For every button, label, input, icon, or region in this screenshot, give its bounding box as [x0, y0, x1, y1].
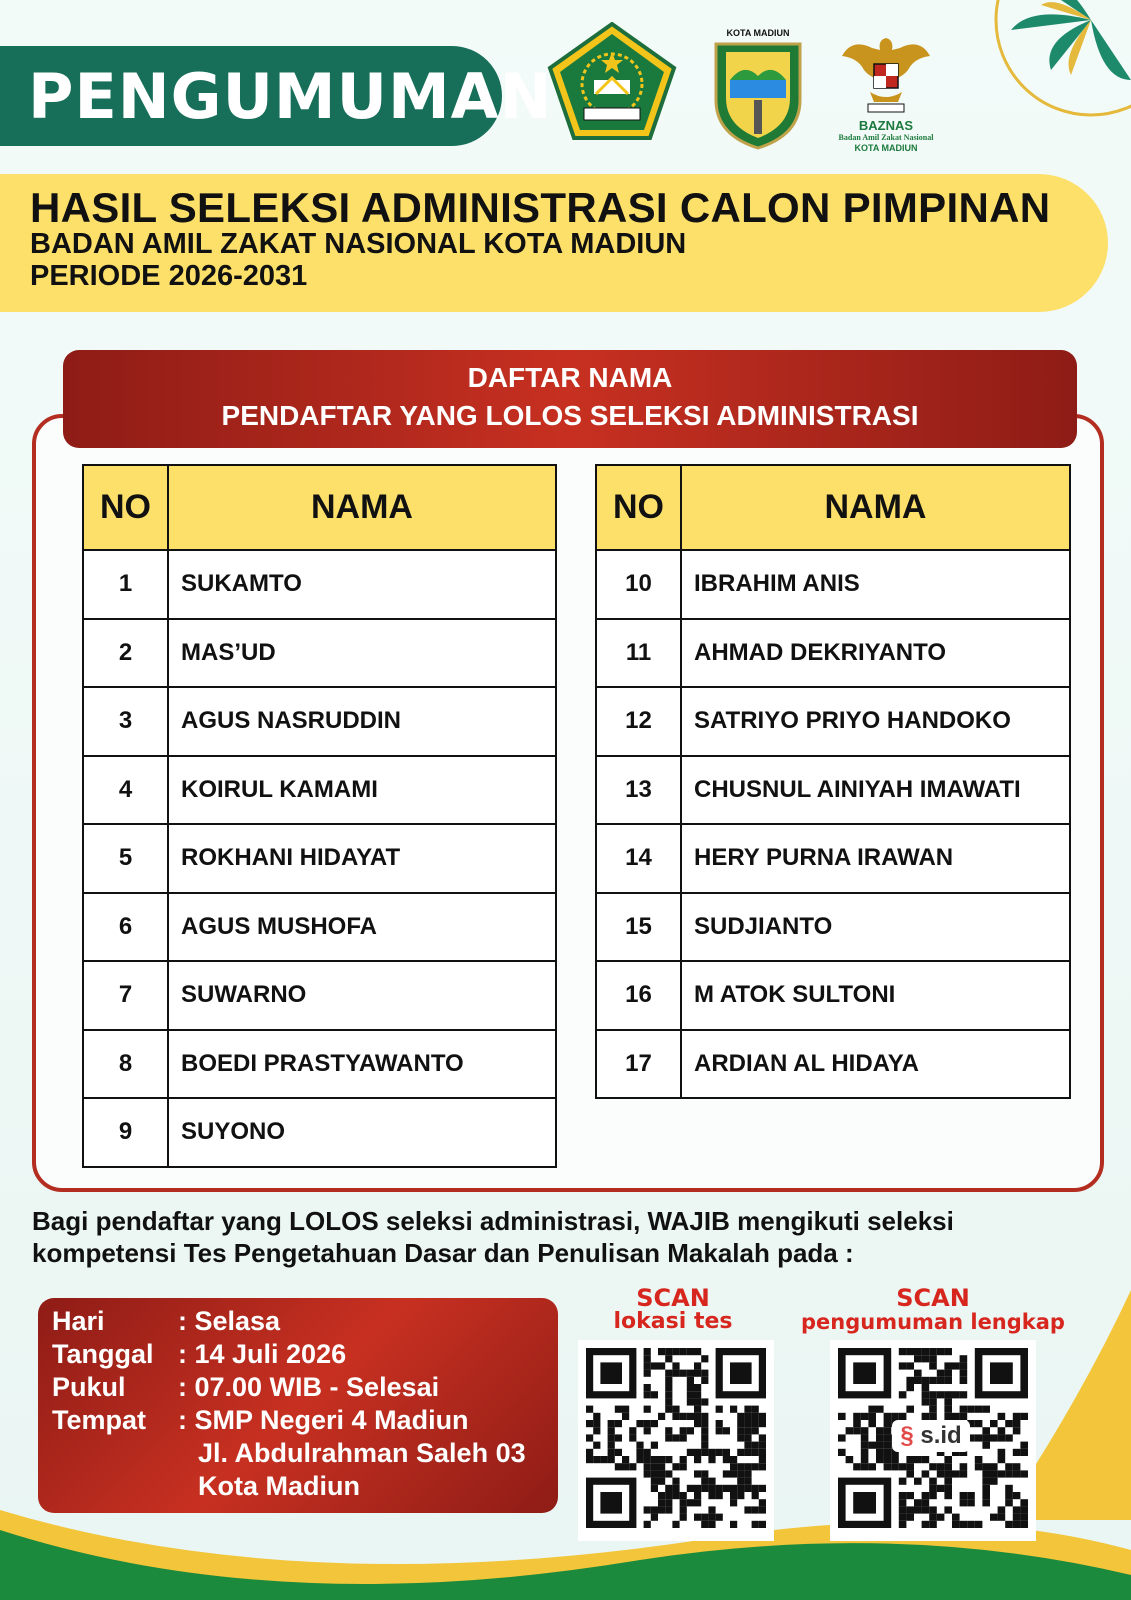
row-number: 6	[83, 893, 168, 962]
table-header-row	[596, 465, 1070, 550]
instruction-note	[32, 1205, 1112, 1269]
column-header-name: NAMA	[168, 465, 556, 550]
row-number: 2	[83, 619, 168, 688]
list-heading	[63, 350, 1077, 448]
table-row	[596, 893, 1070, 962]
row-name: SUDJIANTO	[681, 893, 1070, 962]
baznas-caption: BAZNAS	[858, 118, 914, 133]
row-number: 11	[596, 619, 681, 688]
table-row	[596, 961, 1070, 1030]
row-name: IBRAHIM ANIS	[681, 550, 1070, 619]
table-row	[596, 756, 1070, 825]
table-row	[83, 619, 556, 688]
row-number: 10	[596, 550, 681, 619]
row-number: 8	[83, 1030, 168, 1099]
subtitle-line-1: BADAN AMIL ZAKAT NASIONAL KOTA MADIUN	[30, 228, 687, 260]
row-name: SATRIYO PRIYO HANDOKO	[681, 687, 1070, 756]
table-row	[596, 550, 1070, 619]
scan-word: SCAN	[896, 1284, 970, 1312]
row-number: 3	[83, 687, 168, 756]
table-row	[83, 687, 556, 756]
day-label: Hari	[52, 1306, 105, 1336]
scan-test-location-label	[578, 1286, 768, 1334]
sid-badge	[892, 1420, 970, 1452]
row-name: AHMAD DEKRIYANTO	[681, 619, 1070, 688]
subtitle-line-2: PERIODE 2026-2031	[30, 260, 308, 292]
row-name: SUKAMTO	[168, 550, 556, 619]
row-number: 9	[83, 1098, 168, 1167]
table-row	[83, 756, 556, 825]
place-value: : SMP Negeri 4 Madiun	[178, 1405, 469, 1435]
list-heading-line-1: DAFTAR NAMA	[467, 362, 673, 393]
qr-test-location[interactable]	[578, 1340, 774, 1541]
row-number: 15	[596, 893, 681, 962]
scan-word: SCAN	[636, 1284, 710, 1312]
note-line-2: kompetensi Tes Pengetahuan Dasar dan Penulisan Makalah pada :	[32, 1238, 854, 1268]
announcement-banner	[0, 46, 553, 146]
table-row	[83, 550, 556, 619]
kota-madiun-caption: KOTA MADIUN	[726, 28, 790, 38]
row-name: AGUS NASRUDDIN	[168, 687, 556, 756]
column-header-no: NO	[83, 465, 168, 550]
sid-label: s.id	[920, 1422, 962, 1449]
schedule-time	[52, 1372, 439, 1403]
names-table-left	[82, 464, 557, 1168]
row-number: 7	[83, 961, 168, 1030]
baznas-subtitle: Badan Amil Zakat Nasional	[838, 133, 934, 142]
row-name: SUWARNO	[168, 961, 556, 1030]
names-table-right	[595, 464, 1071, 1099]
ornament-decoration	[941, 0, 1131, 130]
page-subtitle	[30, 228, 686, 292]
row-number: 13	[596, 756, 681, 825]
row-name: HERY PURNA IRAWAN	[681, 824, 1070, 893]
row-number: 1	[83, 550, 168, 619]
row-name: M ATOK SULTONI	[681, 961, 1070, 1030]
column-header-name: NAMA	[681, 465, 1070, 550]
row-name: BOEDI PRASTYAWANTO	[168, 1030, 556, 1099]
kementerian-agama-logo	[546, 22, 678, 142]
note-line-1: Bagi pendaftar yang LOLOS seleksi administrasi, WAJIB mengikuti seleksi	[32, 1206, 954, 1236]
table-row	[83, 1098, 556, 1167]
row-name: CHUSNUL AINIYAH IMAWATI	[681, 756, 1070, 825]
baznas-city: KOTA MADIUN	[854, 143, 918, 153]
announcement-label: PENGUMUMAN	[28, 60, 553, 133]
place-label: Tempat	[52, 1405, 147, 1435]
address-line-2: Kota Madiun	[198, 1471, 360, 1501]
row-name: KOIRUL KAMAMI	[168, 756, 556, 825]
table-row	[596, 1030, 1070, 1099]
schedule-box	[38, 1298, 558, 1513]
list-heading-line-2: PENDAFTAR YANG LOLOS SELEKSI ADMINISTRASI	[221, 400, 919, 431]
row-name: MAS’UD	[168, 619, 556, 688]
row-name: ARDIAN AL HIDAYA	[681, 1030, 1070, 1099]
date-value: : 14 Juli 2026	[178, 1339, 347, 1369]
column-header-no: NO	[596, 465, 681, 550]
scan-caption: pengumuman lengkap	[801, 1310, 1065, 1334]
page-title: HASIL SELEKSI ADMINISTRASI CALON PIMPINAN	[30, 184, 1051, 231]
table-row	[83, 893, 556, 962]
table-header-row	[83, 465, 556, 550]
table-row	[83, 961, 556, 1030]
schedule-place	[52, 1405, 469, 1436]
row-number: 14	[596, 824, 681, 893]
scan-full-announcement-label	[788, 1286, 1078, 1334]
schedule-day	[52, 1306, 280, 1337]
day-value: : Selasa	[178, 1306, 281, 1336]
row-number: 4	[83, 756, 168, 825]
address-line-1: Jl. Abdulrahman Saleh 03	[198, 1438, 526, 1468]
date-label: Tanggal	[52, 1339, 154, 1369]
table-row	[596, 824, 1070, 893]
row-name: SUYONO	[168, 1098, 556, 1167]
row-number: 17	[596, 1030, 681, 1099]
garuda-emblem	[840, 30, 932, 116]
time-label: Pukul	[52, 1372, 126, 1402]
table-row	[596, 687, 1070, 756]
schedule-date	[52, 1339, 346, 1370]
table-row	[83, 1030, 556, 1099]
qr-full-announcement[interactable]	[830, 1340, 1036, 1541]
row-name: AGUS MUSHOFA	[168, 893, 556, 962]
scan-caption: lokasi tes	[613, 1309, 733, 1334]
table-row	[596, 619, 1070, 688]
table-row	[83, 824, 556, 893]
kota-madiun-logo	[712, 40, 804, 152]
row-name: ROKHANI HIDAYAT	[168, 824, 556, 893]
sid-link-icon: §	[900, 1422, 914, 1449]
row-number: 5	[83, 824, 168, 893]
time-value: : 07.00 WIB - Selesai	[178, 1372, 440, 1402]
qr-code-test-location	[586, 1348, 766, 1528]
row-number: 16	[596, 961, 681, 1030]
row-number: 12	[596, 687, 681, 756]
